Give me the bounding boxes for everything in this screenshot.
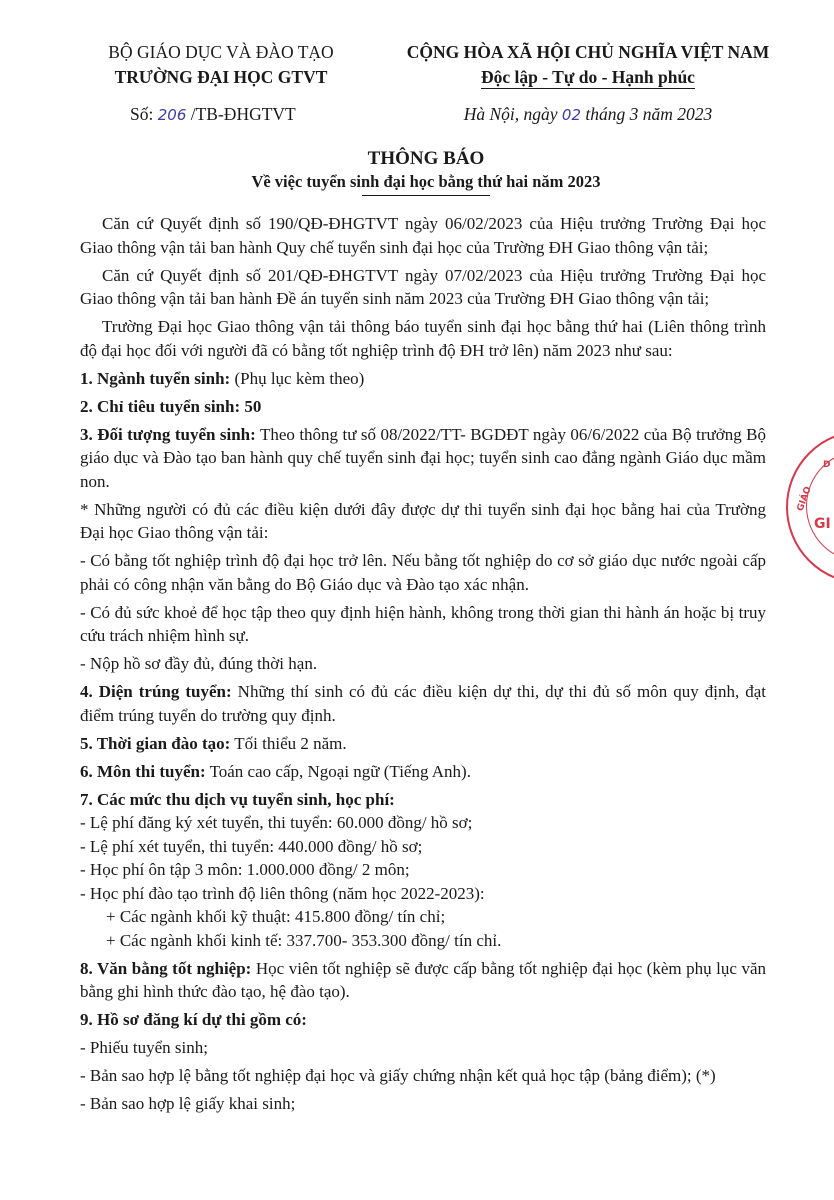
date-suffix: tháng 3 năm 2023 <box>585 104 713 124</box>
ref-number-handwritten: 206 <box>157 106 187 124</box>
seal-top-text: D <box>823 460 831 470</box>
section-text: Tối thiểu 2 năm. <box>230 733 347 753</box>
seal-arc-text: GIÁO <box>795 485 814 513</box>
section-4 <box>80 680 766 727</box>
section-text: Học viên tốt nghiệp sẽ được cấp bằng tốt nghiệp đại học (kèm phụ lục văn bằng ghi hình thức đào tạo, hệ đào tạo). <box>80 958 767 1001</box>
university-name: TRƯỜNG ĐẠI HỌC GTVT <box>114 67 328 87</box>
section-label: 8. Văn bằng tốt nghiệp: <box>80 958 252 978</box>
section-8 <box>80 957 766 1004</box>
ref-prefix: Số: <box>130 104 154 124</box>
document-item: - Bản sao hợp lệ giấy khai sinh; <box>80 1094 296 1113</box>
document-item: - Bản sao hợp lệ bằng tốt nghiệp đại học và giấy chứng nhận kết quả học tập (bảng điểm); (*) <box>80 1066 716 1085</box>
section-label: 2. Chỉ tiêu tuyển sinh: 50 <box>80 396 262 416</box>
section-label: 4. Diện trúng tuyển: <box>80 682 232 701</box>
section-text: (Phụ lục kèm theo) <box>230 368 365 388</box>
notice-title: THÔNG BÁO <box>367 148 485 169</box>
list-item: - Có bằng tốt nghiệp trình độ đại học trở lên. Nếu bằng tốt nghiệp do cơ sở giáo dục nước ngoài cấp phải có công nhận văn bằng do Bộ Giáo dục và Đào tạo xác nhận. <box>80 551 766 594</box>
issuer-block <box>86 40 356 90</box>
intro-paragraph: Căn cứ Quyết định số 201/QĐ-ĐHGTVT ngày 07/02/2023 của Hiệu trưởng Trường Đại học Giao thông vận tải ban hành Đề án tuyển sinh năm 2023 của Trường ĐH Giao thông vận tải; <box>80 265 766 308</box>
section-text: Theo thông tư số 08/2022/TT- BGDĐT ngày 06/6/2022 của Bộ trưởng Bộ giáo dục và Đào tạo ban hành quy chế tuyển sinh đại học; tuyển sinh cao đẳng ngành Giáo dục mầm non. <box>80 424 766 491</box>
eligibility-note: * Những người có đủ các điều kiện dưới đây được dự thi tuyển sinh đại học bằng hai của Trường Đại học Giao thông vận tải: <box>80 499 766 542</box>
list-item: - Nộp hồ sơ đầy đủ, đúng thời hạn. <box>80 654 318 673</box>
document-item: - Phiếu tuyển sinh; <box>80 1038 208 1057</box>
fee-item: - Lệ phí đăng ký xét tuyển, thi tuyển: 60.000 đồng/ hồ sơ; <box>80 813 473 832</box>
intro-paragraph: Trường Đại học Giao thông vận tải thông báo tuyển sinh đại học bằng thứ hai (Liên thông trình độ đại học đối với người đã có bằng tốt nghiệp trình độ ĐH trở lên) năm 2023 như sau: <box>80 317 766 360</box>
section-label: 7. Các mức thu dịch vụ tuyển sinh, học phí: <box>80 789 395 809</box>
ministry-name: BỘ GIÁO DỤC VÀ ĐÀO TẠO <box>108 42 334 62</box>
reference-number <box>130 104 296 125</box>
section-text: Toán cao cấp, Ngoại ngữ (Tiếng Anh). <box>205 761 471 781</box>
ref-suffix: /TB-ĐHGTVT <box>190 104 296 124</box>
section-3 <box>80 423 766 494</box>
fee-item: - Lệ phí xét tuyển, thi tuyển: 440.000 đồng/ hồ sơ; <box>80 836 423 856</box>
section-label: 3. Đối tượng tuyển sinh: <box>80 424 256 444</box>
seal-center-text: GI <box>814 516 831 532</box>
section-label: 9. Hồ sơ đăng kí dự thi gồm có: <box>80 1010 307 1029</box>
section-6 <box>80 760 766 784</box>
date-day-handwritten: 02 <box>561 106 582 124</box>
date-line <box>378 104 798 125</box>
fee-item: - Học phí đào tạo trình độ liên thông (năm học 2022-2023): <box>80 883 485 903</box>
section-label: 5. Thời gian đào tạo: <box>80 733 231 753</box>
section-label: 6. Môn thi tuyển: <box>80 761 206 781</box>
national-motto-block <box>378 40 798 90</box>
fee-subitem: + Các ngành khối kỹ thuật: 415.800 đồng/ tín chỉ; <box>106 907 446 926</box>
intro-paragraph: Căn cứ Quyết định số 190/QĐ-ĐHGTVT ngày 06/02/2023 của Hiệu trưởng Trường Đại học Giao thông vận tải ban hành Quy chế tuyển sinh đại học của Trường ĐH Giao thông vận tải; <box>80 214 766 257</box>
section-9 <box>80 1008 766 1032</box>
notice-subtitle: Về việc tuyển sinh đại học bằng thứ hai năm 2023 <box>251 172 601 191</box>
motto <box>378 65 798 90</box>
country-name: CỘNG HÒA XÃ HỘI CHỦ NGHĨA VIỆT NAM <box>406 42 770 62</box>
date-prefix: Hà Nội, ngày <box>463 104 558 124</box>
section-label: 1. Ngành tuyển sinh: <box>80 368 231 388</box>
motto-text: Độc lập - Tự do - Hạnh phúc <box>481 67 695 87</box>
section-text: Những thí sinh có đủ các điều kiện dự thi, dự thi đủ số môn quy định, đạt điểm trúng tuyển do trường quy định. <box>80 682 766 725</box>
list-item: - Có đủ sức khoẻ để học tập theo quy định hiện hành, không trong thời gian thi hành án hoặc bị truy cứu trách nhiệm hình sự. <box>80 602 766 645</box>
fee-subitem: + Các ngành khối kinh tế: 337.700- 353.300 đồng/ tín chỉ. <box>106 930 502 950</box>
title-underline <box>362 195 490 196</box>
section-1 <box>80 367 766 391</box>
fee-item: - Học phí ôn tập 3 môn: 1.000.000 đồng/ 2 môn; <box>80 860 410 879</box>
section-5 <box>80 732 766 756</box>
section-7 <box>80 788 766 812</box>
notice-body <box>80 212 766 1120</box>
section-2 <box>80 395 766 419</box>
